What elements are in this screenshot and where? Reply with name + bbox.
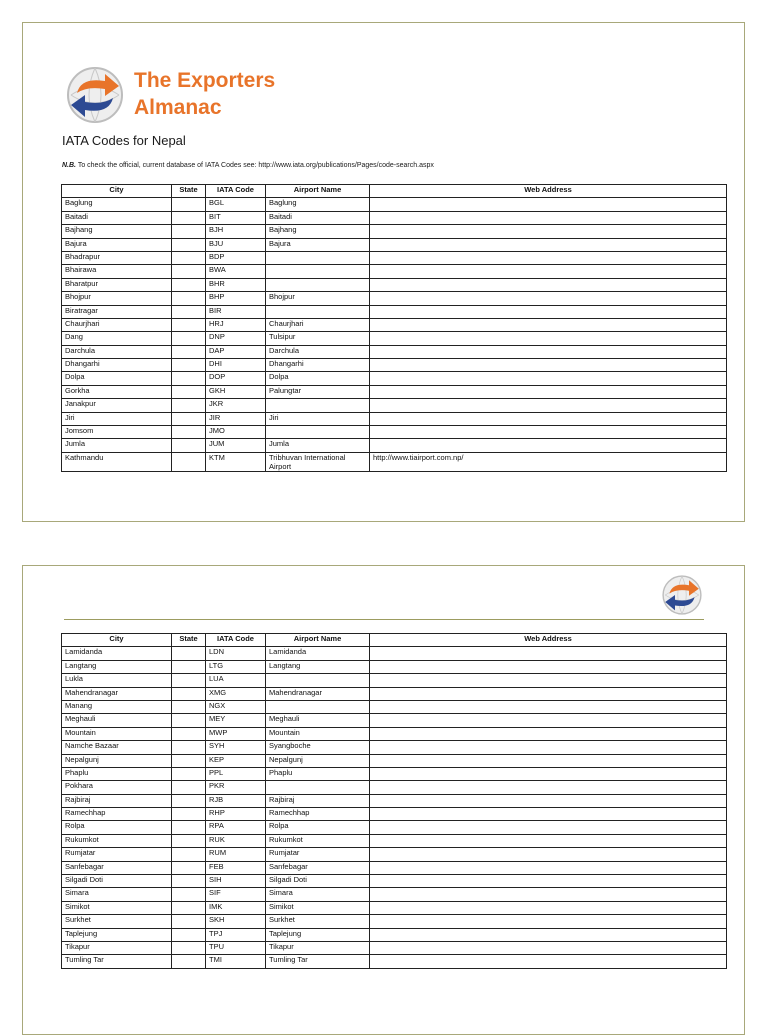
table-row: [62, 687, 727, 700]
cell-iata-code: JMO: [206, 426, 266, 439]
cell-city: Meghauli: [62, 714, 172, 727]
brand-line-2: Almanac: [134, 96, 222, 119]
cell-web-address: [370, 794, 727, 807]
cell-city: Bajhang: [62, 225, 172, 238]
cell-web-address: [370, 781, 727, 794]
cell-web-address: [370, 821, 727, 834]
cell-iata-code: TPU: [206, 941, 266, 954]
cell-city: Simara: [62, 888, 172, 901]
cell-web-address: [370, 928, 727, 941]
iata-codes-table-page-2: [61, 633, 727, 969]
table-row: [62, 767, 727, 780]
cell-city: Rolpa: [62, 821, 172, 834]
cell-state: [172, 875, 206, 888]
cell-airport-name: Palungtar: [266, 385, 370, 398]
cell-iata-code: BJH: [206, 225, 266, 238]
cell-state: [172, 426, 206, 439]
cell-airport-name: Tulsipur: [266, 332, 370, 345]
header-city: City: [62, 634, 172, 647]
cell-iata-code: JKR: [206, 399, 266, 412]
table-row: [62, 674, 727, 687]
cell-city: Dhangarhi: [62, 359, 172, 372]
cell-web-address: [370, 265, 727, 278]
table-row: [62, 412, 727, 425]
cell-web-address: [370, 399, 727, 412]
header-state: State: [172, 185, 206, 198]
cell-city: Bajura: [62, 238, 172, 251]
table-row: [62, 251, 727, 264]
cell-iata-code: RHP: [206, 808, 266, 821]
document-page-2: [22, 565, 745, 1035]
document-title: IATA Codes for Nepal: [62, 133, 186, 148]
cell-iata-code: MEY: [206, 714, 266, 727]
cell-iata-code: DHI: [206, 359, 266, 372]
cell-city: Bhojpur: [62, 292, 172, 305]
table-row: [62, 278, 727, 291]
cell-iata-code: FEB: [206, 861, 266, 874]
table-row: [62, 426, 727, 439]
cell-airport-name: Rolpa: [266, 821, 370, 834]
table-row: [62, 399, 727, 412]
cell-web-address: [370, 901, 727, 914]
cell-web-address: [370, 345, 727, 358]
cell-iata-code: BJU: [206, 238, 266, 251]
cell-city: Mountain: [62, 727, 172, 740]
cell-airport-name: Phaplu: [266, 767, 370, 780]
table-row: [62, 265, 727, 278]
cell-city: Surkhet: [62, 915, 172, 928]
cell-state: [172, 359, 206, 372]
table-row: [62, 955, 727, 968]
cell-state: [172, 928, 206, 941]
cell-city: Manang: [62, 700, 172, 713]
header-iata-code: IATA Code: [206, 634, 266, 647]
cell-airport-name: [266, 426, 370, 439]
table-row: [62, 318, 727, 331]
table-row: [62, 861, 727, 874]
cell-iata-code: JIR: [206, 412, 266, 425]
cell-airport-name: [266, 700, 370, 713]
cell-city: Ramechhap: [62, 808, 172, 821]
cell-airport-name: Tikapur: [266, 941, 370, 954]
table-row: [62, 211, 727, 224]
cell-city: Kathmandu: [62, 452, 172, 471]
cell-state: [172, 727, 206, 740]
header-web-address: Web Address: [370, 185, 727, 198]
cell-city: Jiri: [62, 412, 172, 425]
cell-state: [172, 808, 206, 821]
cell-city: Namche Bazaar: [62, 741, 172, 754]
cell-web-address: [370, 198, 727, 211]
cell-web-address: [370, 332, 727, 345]
cell-iata-code: BWA: [206, 265, 266, 278]
cell-airport-name: Dolpa: [266, 372, 370, 385]
cell-airport-name: Lamidanda: [266, 647, 370, 660]
table-row: [62, 915, 727, 928]
table-header-row: [62, 634, 727, 647]
cell-state: [172, 848, 206, 861]
table-row: [62, 741, 727, 754]
cell-city: Lamidanda: [62, 647, 172, 660]
cell-iata-code: RPA: [206, 821, 266, 834]
table-row: [62, 439, 727, 452]
cell-city: Gorkha: [62, 385, 172, 398]
cell-state: [172, 452, 206, 471]
cell-state: [172, 211, 206, 224]
cell-state: [172, 385, 206, 398]
cell-city: Silgadi Doti: [62, 875, 172, 888]
cell-airport-name: Bajhang: [266, 225, 370, 238]
cell-web-address: [370, 808, 727, 821]
cell-state: [172, 861, 206, 874]
cell-web-address: [370, 660, 727, 673]
cell-airport-name: Bhojpur: [266, 292, 370, 305]
cell-web-address: [370, 875, 727, 888]
cell-city: Simikot: [62, 901, 172, 914]
cell-airport-name: Syangboche: [266, 741, 370, 754]
cell-state: [172, 821, 206, 834]
cell-city: Sanfebagar: [62, 861, 172, 874]
cell-web-address: [370, 211, 727, 224]
table-row: [62, 834, 727, 847]
table-row: [62, 345, 727, 358]
cell-iata-code: XMG: [206, 687, 266, 700]
cell-airport-name: [266, 251, 370, 264]
header-airport-name: Airport Name: [266, 634, 370, 647]
cell-city: Darchula: [62, 345, 172, 358]
cell-airport-name: [266, 278, 370, 291]
cell-state: [172, 251, 206, 264]
cell-state: [172, 647, 206, 660]
cell-city: Phaplu: [62, 767, 172, 780]
cell-iata-code: NGX: [206, 700, 266, 713]
cell-city: Tumling Tar: [62, 955, 172, 968]
cell-web-address: [370, 292, 727, 305]
cell-state: [172, 700, 206, 713]
cell-iata-code: MWP: [206, 727, 266, 740]
cell-city: Jumla: [62, 439, 172, 452]
cell-state: [172, 901, 206, 914]
cell-airport-name: Taplejung: [266, 928, 370, 941]
table-row: [62, 198, 727, 211]
cell-web-address: [370, 754, 727, 767]
cell-web-address: [370, 238, 727, 251]
cell-web-address: [370, 278, 727, 291]
cell-iata-code: SKH: [206, 915, 266, 928]
cell-iata-code: SIH: [206, 875, 266, 888]
cell-airport-name: Mountain: [266, 727, 370, 740]
cell-city: Mahendranagar: [62, 687, 172, 700]
cell-iata-code: RUK: [206, 834, 266, 847]
table-row: [62, 238, 727, 251]
cell-city: Rumjatar: [62, 848, 172, 861]
cell-iata-code: KTM: [206, 452, 266, 471]
cell-airport-name: Tumling Tar: [266, 955, 370, 968]
cell-web-address: [370, 861, 727, 874]
cell-airport-name: Ramechhap: [266, 808, 370, 821]
cell-city: Nepalgunj: [62, 754, 172, 767]
cell-airport-name: Silgadi Doti: [266, 875, 370, 888]
cell-state: [172, 941, 206, 954]
table-row: [62, 754, 727, 767]
cell-web-address: [370, 426, 727, 439]
header-iata-code: IATA Code: [206, 185, 266, 198]
cell-iata-code: BHR: [206, 278, 266, 291]
cell-state: [172, 714, 206, 727]
cell-city: Bhadrapur: [62, 251, 172, 264]
cell-iata-code: DOP: [206, 372, 266, 385]
cell-state: [172, 399, 206, 412]
cell-iata-code: TPJ: [206, 928, 266, 941]
cell-airport-name: [266, 305, 370, 318]
table-row: [62, 888, 727, 901]
cell-airport-name: [266, 265, 370, 278]
cell-state: [172, 781, 206, 794]
cell-state: [172, 292, 206, 305]
cell-web-address: [370, 251, 727, 264]
cell-web-address: [370, 225, 727, 238]
table-row: [62, 781, 727, 794]
cell-web-address: [370, 305, 727, 318]
cell-iata-code: SIF: [206, 888, 266, 901]
cell-web-address: [370, 714, 727, 727]
table-row: [62, 901, 727, 914]
cell-state: [172, 238, 206, 251]
cell-web-address: [370, 727, 727, 740]
cell-iata-code: RUM: [206, 848, 266, 861]
table-row: [62, 372, 727, 385]
cell-city: Langtang: [62, 660, 172, 673]
cell-airport-name: [266, 781, 370, 794]
cell-web-address[interactable]: http://www.tiairport.com.np/: [370, 452, 727, 471]
cell-state: [172, 345, 206, 358]
cell-city: Taplejung: [62, 928, 172, 941]
cell-city: Baglung: [62, 198, 172, 211]
header-web-address: Web Address: [370, 634, 727, 647]
cell-city: Chaurjhari: [62, 318, 172, 331]
cell-airport-name: Rumjatar: [266, 848, 370, 861]
cell-airport-name: Dhangarhi: [266, 359, 370, 372]
note-prefix: N.B.: [62, 162, 76, 169]
cell-airport-name: Mahendranagar: [266, 687, 370, 700]
cell-city: Biratragar: [62, 305, 172, 318]
cell-state: [172, 318, 206, 331]
cell-state: [172, 332, 206, 345]
table-header-row: [62, 185, 727, 198]
cell-iata-code: BGL: [206, 198, 266, 211]
cell-web-address: [370, 848, 727, 861]
cell-city: Lukla: [62, 674, 172, 687]
cell-airport-name: Baitadi: [266, 211, 370, 224]
cell-state: [172, 372, 206, 385]
header-airport-name: Airport Name: [266, 185, 370, 198]
cell-airport-name: Baglung: [266, 198, 370, 211]
table-row: [62, 928, 727, 941]
cell-web-address: [370, 888, 727, 901]
table-row: [62, 821, 727, 834]
cell-iata-code: JUM: [206, 439, 266, 452]
cell-iata-code: GKH: [206, 385, 266, 398]
cell-airport-name: Surkhet: [266, 915, 370, 928]
cell-iata-code: BDP: [206, 251, 266, 264]
table-row: [62, 359, 727, 372]
cell-web-address: [370, 674, 727, 687]
cell-iata-code: RJB: [206, 794, 266, 807]
cell-airport-name: Tribhuvan International Airport: [266, 452, 370, 471]
cell-web-address: [370, 318, 727, 331]
cell-airport-name: Simara: [266, 888, 370, 901]
cell-iata-code: DNP: [206, 332, 266, 345]
cell-airport-name: Rajbiraj: [266, 794, 370, 807]
cell-state: [172, 412, 206, 425]
cell-web-address: [370, 941, 727, 954]
cell-state: [172, 660, 206, 673]
cell-state: [172, 794, 206, 807]
cell-airport-name: Sanfebagar: [266, 861, 370, 874]
cell-city: Bharatpur: [62, 278, 172, 291]
table-row: [62, 332, 727, 345]
cell-state: [172, 888, 206, 901]
cell-state: [172, 767, 206, 780]
table-row: [62, 808, 727, 821]
cell-iata-code: IMK: [206, 901, 266, 914]
cell-city: Tikapur: [62, 941, 172, 954]
cell-airport-name: Chaurjhari: [266, 318, 370, 331]
table-row: [62, 647, 727, 660]
cell-iata-code: BIR: [206, 305, 266, 318]
cell-iata-code: KEP: [206, 754, 266, 767]
cell-web-address: [370, 955, 727, 968]
cell-web-address: [370, 700, 727, 713]
cell-state: [172, 305, 206, 318]
cell-iata-code: DAP: [206, 345, 266, 358]
cell-state: [172, 955, 206, 968]
cell-city: Rukumkot: [62, 834, 172, 847]
cell-web-address: [370, 915, 727, 928]
cell-web-address: [370, 359, 727, 372]
note-text: To check the official, current database of IATA Codes see: http://www.iata.org/publications/Pages/code-search.aspx: [77, 162, 434, 169]
iata-codes-table-page-1: [61, 184, 727, 472]
cell-iata-code: SYH: [206, 741, 266, 754]
table-row: [62, 225, 727, 238]
header-state: State: [172, 634, 206, 647]
table-row: [62, 794, 727, 807]
cell-airport-name: Bajura: [266, 238, 370, 251]
table-row: [62, 700, 727, 713]
cell-web-address: [370, 412, 727, 425]
cell-city: Bhairawa: [62, 265, 172, 278]
cell-city: Janakpur: [62, 399, 172, 412]
cell-state: [172, 439, 206, 452]
cell-airport-name: [266, 674, 370, 687]
cell-city: Pokhara: [62, 781, 172, 794]
brand-line-1: The Exporters: [134, 69, 276, 92]
cell-airport-name: Jumla: [266, 439, 370, 452]
cell-state: [172, 265, 206, 278]
table-row: [62, 385, 727, 398]
cell-iata-code: HRJ: [206, 318, 266, 331]
table-row: [62, 941, 727, 954]
cell-state: [172, 674, 206, 687]
cell-iata-code: PPL: [206, 767, 266, 780]
cell-airport-name: Rukumkot: [266, 834, 370, 847]
header-divider: [64, 619, 704, 620]
cell-web-address: [370, 372, 727, 385]
cell-state: [172, 225, 206, 238]
cell-city: Jomsom: [62, 426, 172, 439]
table-row: [62, 848, 727, 861]
table-row: [62, 727, 727, 740]
table-row: [62, 875, 727, 888]
cell-iata-code: LDN: [206, 647, 266, 660]
cell-airport-name: Simikot: [266, 901, 370, 914]
cell-city: Dolpa: [62, 372, 172, 385]
cell-state: [172, 915, 206, 928]
table-row: [62, 452, 727, 471]
exporters-almanac-globe-logo: [65, 65, 125, 125]
cell-state: [172, 741, 206, 754]
cell-iata-code: LUA: [206, 674, 266, 687]
cell-airport-name: [266, 399, 370, 412]
cell-city: Baitadi: [62, 211, 172, 224]
cell-web-address: [370, 647, 727, 660]
cell-iata-code: TMI: [206, 955, 266, 968]
table-row: [62, 660, 727, 673]
cell-web-address: [370, 834, 727, 847]
brand-name: [134, 67, 275, 121]
cell-iata-code: PKR: [206, 781, 266, 794]
cell-state: [172, 754, 206, 767]
table-row: [62, 292, 727, 305]
cell-airport-name: Nepalgunj: [266, 754, 370, 767]
cell-airport-name: Langtang: [266, 660, 370, 673]
exporters-almanac-globe-logo: [661, 574, 703, 616]
cell-web-address: [370, 439, 727, 452]
table-row: [62, 714, 727, 727]
cell-state: [172, 687, 206, 700]
cell-airport-name: Darchula: [266, 345, 370, 358]
cell-state: [172, 278, 206, 291]
document-page-1: [22, 22, 745, 522]
cell-city: Rajbiraj: [62, 794, 172, 807]
cell-airport-name: Jiri: [266, 412, 370, 425]
cell-iata-code: LTG: [206, 660, 266, 673]
reference-note: [62, 162, 434, 169]
cell-web-address: [370, 767, 727, 780]
cell-state: [172, 834, 206, 847]
cell-web-address: [370, 741, 727, 754]
table-row: [62, 305, 727, 318]
cell-iata-code: BIT: [206, 211, 266, 224]
cell-web-address: [370, 687, 727, 700]
cell-city: Dang: [62, 332, 172, 345]
cell-iata-code: BHP: [206, 292, 266, 305]
cell-state: [172, 198, 206, 211]
cell-web-address: [370, 385, 727, 398]
cell-airport-name: Meghauli: [266, 714, 370, 727]
header-city: City: [62, 185, 172, 198]
